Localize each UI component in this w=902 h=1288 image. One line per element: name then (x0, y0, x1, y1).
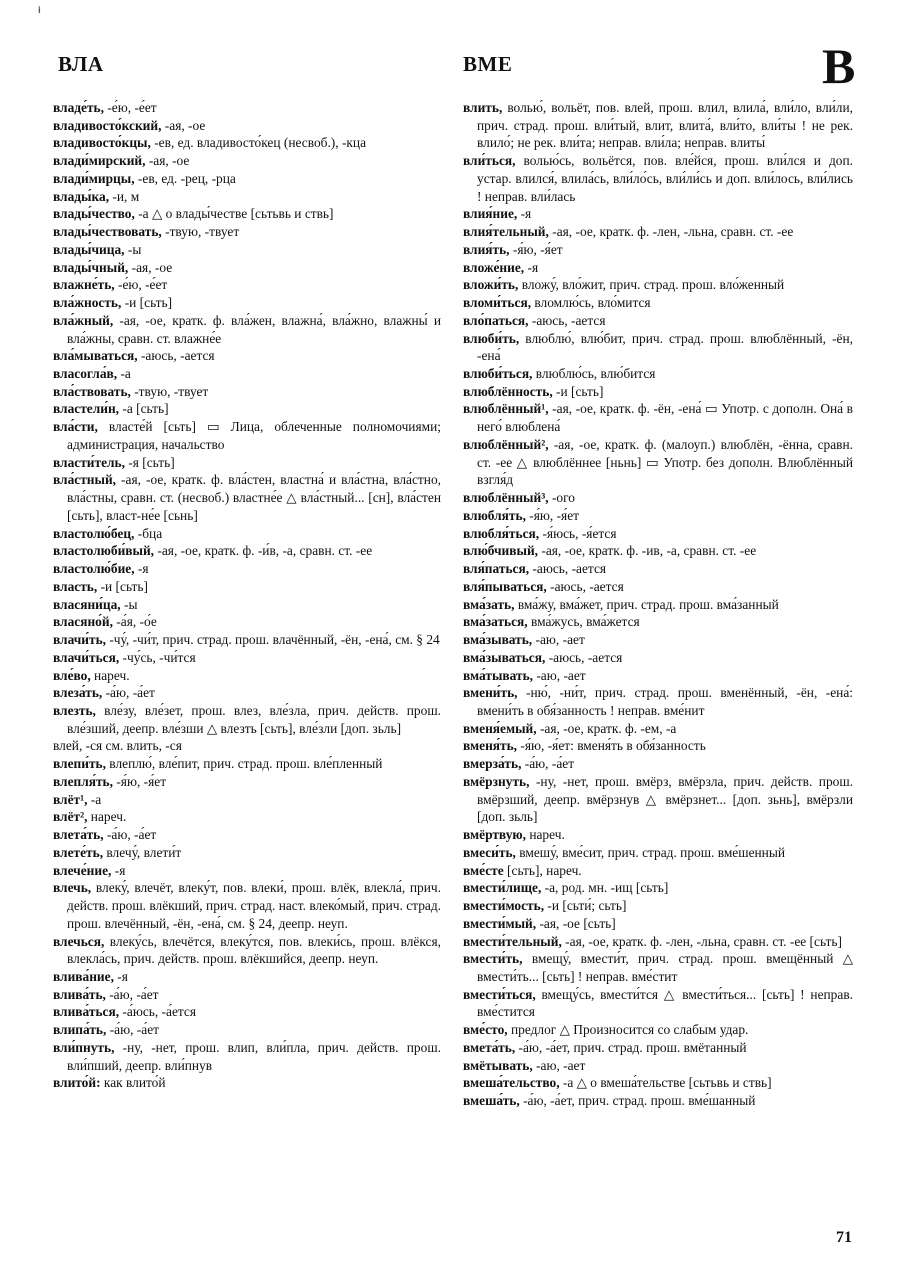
entry-headword: вмести́лище, (463, 880, 542, 896)
entry-body: вломлю́сь, вло́мится (531, 295, 651, 311)
entry-body: -я (134, 561, 149, 577)
entry-body: -я [сьть] (124, 454, 175, 470)
entry-body: нареч. (87, 809, 127, 825)
dictionary-entry (53, 755, 441, 773)
entry-body: -ая, -ое (161, 117, 206, 133)
entry-headword: власяни́ца, (53, 596, 121, 612)
entry-body: -а́ю, -а́ет (103, 827, 157, 843)
dictionary-entry (53, 365, 441, 383)
entry-body: -ого (548, 490, 575, 506)
dictionary-entry (53, 294, 441, 312)
entry-headword: влюбля́ться, (463, 525, 540, 541)
entry-headword: вмеша́тельство, (463, 1075, 560, 1091)
entry-headword: вли́пнуть, (53, 1039, 115, 1055)
dictionary-entry (53, 312, 441, 347)
entry-headword: вме́сто, (463, 1022, 508, 1038)
dictionary-entry (53, 454, 441, 472)
entry-headword: влади́мирцы, (53, 170, 135, 186)
entry-body: -ая, -ое, кратк. ф. -ив, -а, сравн. ст. -ее (538, 543, 757, 559)
entry-headword: влёт¹, (53, 791, 88, 807)
entry-headword: влива́ть, (53, 986, 106, 1002)
dictionary-entry (53, 631, 441, 649)
entry-body: вмещу́, вмести́т, прич. страд. прош. вмещённый △ вмести́ть... [сьть] ! неправ. вме́стит (477, 951, 853, 984)
entry-headword: влады́чный, (53, 259, 129, 275)
dictionary-entry (463, 844, 853, 862)
entry-body: -ы (124, 241, 142, 257)
entry-body: -я (517, 206, 532, 222)
dictionary-entry (463, 294, 853, 312)
dictionary-entry (463, 330, 853, 365)
dictionary-entry (463, 489, 853, 507)
dictionary-entry (463, 950, 853, 985)
entry-body: -я́ю, -я́ет (509, 241, 563, 257)
entry-body: -аюсь, -ается (528, 312, 606, 328)
entry-headword: влия́ть, (463, 241, 510, 257)
dictionary-entry (53, 188, 441, 206)
entry-body: -а́ю, -а́ет (105, 986, 159, 1002)
entry-body: -ев, ед. -рец, -рца (134, 170, 236, 186)
entry-headword: вма́зывать, (463, 632, 533, 648)
dictionary-entry (53, 986, 441, 1004)
entry-headword: вма́тывать, (463, 667, 533, 683)
dictionary-entry (463, 596, 853, 614)
entry-body: -а (87, 791, 102, 807)
dictionary-entry (463, 507, 853, 525)
entry-headword: влёт², (53, 809, 88, 825)
dictionary-entry (53, 170, 441, 188)
dictionary-entry (53, 862, 441, 880)
entry-body: -аюсь, -ается (137, 348, 215, 364)
entry-headword: влеза́ть, (53, 685, 103, 701)
dictionary-entry (463, 915, 853, 933)
dictionary-entry (463, 986, 853, 1021)
dictionary-entry (53, 117, 441, 135)
entry-body: -чу́, -чи́т, прич. страд. прош. влачённый, -ён, -ена́, см. § 24 (106, 632, 440, 648)
dictionary-entry (463, 631, 853, 649)
dictionary-entry (463, 205, 853, 223)
dictionary-entry (53, 1021, 441, 1039)
dictionary-entry (53, 560, 441, 578)
dictionary-entry (463, 879, 853, 897)
entry-body: -а △ о влады́честве [сьтьвь и ствь] (134, 206, 334, 222)
entry-body: -ая, -ое [сьть] (536, 915, 616, 931)
dictionary-entry (463, 99, 853, 152)
entry-headword: вли́ться, (463, 153, 516, 169)
entry-body: -и [сьть] (552, 383, 604, 399)
dictionary-entry (53, 773, 441, 791)
entry-headword: влады́чество, (53, 206, 135, 222)
entry-headword: влюблённый¹, (463, 401, 549, 417)
entry-headword: властолюби́вый, (53, 543, 155, 559)
dictionary-entry (53, 525, 441, 543)
entry-headword: вмета́ть, (463, 1039, 516, 1055)
entry-body: -бца (134, 525, 163, 541)
dictionary-entry (53, 844, 441, 862)
dictionary-entry (463, 667, 853, 685)
entry-body: влеплю́, вле́пит, прич. страд. прош. вле́пленный (105, 756, 383, 772)
entry-headword: влечь, (53, 880, 92, 896)
entry-body: -я́юсь, -я́ется (539, 525, 617, 541)
dictionary-entry (463, 1092, 853, 1110)
entry-headword: вла́мываться, (53, 348, 138, 364)
entry-body: -ну, -нет, прош. вмёрз, вмёрзла, прич. действ. прош. вмёрзший, деепр. вмёрзнув △ вмёрзнет... [доп. зьнь], вмёрзли [доп. зьль] (477, 773, 853, 825)
running-head-right: ВМЕ (463, 52, 513, 76)
dictionary-entry (463, 684, 853, 719)
right-column (463, 99, 853, 1110)
entry-headword: влади́мирский, (53, 153, 146, 169)
dictionary-entry (53, 276, 441, 294)
entry-headword: вмеша́ть, (463, 1093, 520, 1109)
entry-headword: владивосто́кцы, (53, 135, 151, 151)
entry-headword: влечься, (53, 933, 105, 949)
entry-headword: власяно́й, (53, 614, 113, 630)
dictionary-entry (53, 702, 441, 737)
corner-mark: ⱡ (38, 5, 41, 15)
entry-body: -ы (120, 596, 138, 612)
dictionary-entry (53, 649, 441, 667)
entry-body: -ев, ед. владивосто́кец (несвоб.), -кца (150, 135, 367, 151)
entry-body: -ая, -ое, кратк. ф. вла́жен, влажна́, вла́жно, влажны́ и вла́жны, сравн. ст. влажне́е (67, 312, 441, 346)
entry-headword: влады́чица, (53, 241, 125, 257)
entry-headword: влепи́ть, (53, 756, 106, 772)
entry-body: волью́сь, вольётся, пов. вле́йся, прош. вли́лся и доп. устар. влился́, влила́сь, вли́ло́сь, вли́ли́сь и доп. вли́лось, вли́лись ! неправ. вли́лась (477, 153, 853, 204)
entry-body: нареч. (525, 827, 565, 843)
entry-headword: вме́сте (463, 862, 504, 878)
entry-body: влеку́, влечёт, влеку́т, пов. влеки́, прош. влёк, влекла́, прич. действ. прош. влёкший, прич. страд. наст. влеко́мый, прич. страд. прош. влечённый, -ён, -ена́, см. § 24, деепр. неуп. (67, 880, 441, 931)
entry-body: вмещу́сь, вмести́тся △ вмести́ться... [сьть] ! неправ. вме́стится (477, 986, 853, 1020)
entry-body: вма́жу, вма́жет, прич. страд. прош. вма́занный (514, 596, 779, 612)
entry-body: -твую, -твует (130, 383, 209, 399)
entry-body: -я (113, 968, 128, 984)
dictionary-entry (463, 365, 853, 383)
entry-headword: влепля́ть, (53, 773, 113, 789)
entry-headword: вмерза́ть, (463, 756, 522, 772)
dictionary-entry (463, 1021, 853, 1039)
entry-headword: властолю́бие, (53, 561, 135, 577)
dictionary-entry (463, 276, 853, 294)
dictionary-entry (463, 578, 853, 596)
entry-body: -а (117, 366, 131, 382)
dictionary-entry (463, 152, 853, 205)
dictionary-entry (53, 259, 441, 277)
entry-headword: вмёрзнуть, (463, 773, 530, 789)
entry-headword: влюблённый³, (463, 490, 549, 506)
dictionary-entry (53, 471, 441, 524)
dictionary-entry (53, 933, 441, 968)
entry-body: -ая, -ое, кратк. ф. -ем, -а (536, 720, 677, 736)
entry-body: -а́ю, -а́ет, прич. страд. прош. вме́шанный (519, 1093, 756, 1109)
entry-body: -ая, -ое, кратк. ф. -ён, -ена́ ▭ Употр. с дополн. Она́ в него́ влюблена́ (477, 401, 853, 435)
entry-body: -аю, -ает (532, 1057, 586, 1073)
entry-headword: влюблённость, (463, 383, 553, 399)
entry-headword: вла́жность, (53, 295, 122, 311)
entry-headword: вложе́ние, (463, 259, 525, 275)
entry-body: влей, -ся см. влить, -ся (53, 738, 182, 754)
entry-body: -а́юсь, -а́ется (119, 1004, 197, 1020)
dictionary-entry (463, 560, 853, 578)
entry-body: -аюсь, -ается (529, 561, 607, 577)
entry-body: предлог △ Произносится со слабым удар. (507, 1022, 749, 1038)
dictionary-entry (53, 1039, 441, 1074)
entry-headword: влачи́ться, (53, 649, 120, 665)
entry-headword: вмести́мость, (463, 898, 545, 914)
entry-headword: влажне́ть, (53, 277, 115, 293)
dictionary-entry (53, 826, 441, 844)
dictionary-entry (53, 791, 441, 809)
entry-headword: власть, (53, 578, 98, 594)
entry-body: -я́ю, -я́ет: вменя́ть в обя́занность (517, 738, 706, 754)
entry-headword: вля́паться, (463, 561, 530, 577)
entry-headword: вложи́ть, (463, 277, 519, 293)
dictionary-entry (53, 1003, 441, 1021)
entry-headword: влить, (463, 100, 503, 115)
entry-headword: влады́ка, (53, 188, 110, 204)
dictionary-entry (463, 613, 853, 631)
dictionary-entry (463, 826, 853, 844)
dictionary-entry (463, 542, 853, 560)
entry-headword: вла́сти, (53, 419, 98, 435)
dictionary-entry (463, 773, 853, 826)
entry-body: -а [сьть] (119, 401, 169, 417)
entry-headword: вла́стный, (53, 472, 117, 488)
entry-body: -а △ о вмеша́тельстве [сьтьвь и ствь] (559, 1075, 772, 1091)
entry-headword: вмести́тельный, (463, 933, 562, 949)
entry-headword: влюблённый², (463, 436, 549, 452)
entry-body: -е́ю, -е́ет (114, 277, 168, 293)
dictionary-entry (53, 578, 441, 596)
dictionary-entry (53, 205, 441, 223)
entry-body: -ню́, -ни́т, прич. страд. прош. вменённый, -ён, -ена́: вмени́ть в обя́занность ! неправ. вме́нит (477, 685, 853, 718)
entry-headword: влады́чествовать, (53, 224, 162, 240)
dictionary-entry (53, 1074, 441, 1092)
entry-body: -ну, -нет, прош. влип, вли́пла, прич. действ. прош. вли́пший, деепр. вли́пнув (67, 1039, 441, 1073)
entry-body: -ая, -ое (145, 153, 190, 169)
dictionary-entry (53, 400, 441, 418)
entry-headword: вле́во, (53, 667, 91, 683)
entry-body: -аюсь, -ается (545, 649, 623, 665)
dictionary-entry (53, 808, 441, 826)
dictionary-entry (53, 667, 441, 685)
entry-body: влечу́, влети́т (103, 844, 182, 860)
entry-body: -и [сьти́; сьть] (544, 898, 627, 914)
entry-body: как влито́й (100, 1075, 166, 1091)
dictionary-entry (463, 1074, 853, 1092)
entry-body: -я́ю, -я́ет (113, 773, 167, 789)
entry-headword: влито́й: (53, 1075, 101, 1091)
entry-body: -ая, -ое, кратк. ф. -лен, -льна, сравн. ст. -ее [сьть] (561, 933, 842, 949)
entry-headword: вло́паться, (463, 312, 529, 328)
entry-body: -аю, -ает (533, 667, 586, 683)
entry-body: -ая, -ое, кратк. ф. вла́стен, властна́ и вла́стна, вла́стно, вла́стны, сравн. ст. (несвоб.) властне́е △ вла́стный... [сн], вла́стен [сьть], власт-не́е [сьнь] (67, 472, 441, 523)
entry-headword: вломи́ться, (463, 295, 532, 311)
entry-body: -аюсь, -ается (546, 578, 624, 594)
dictionary-entry (463, 720, 853, 738)
entry-headword: вменя́ть, (463, 738, 518, 754)
dictionary-entry (463, 862, 853, 880)
entry-body: влеку́сь, влечётся, влеку́тся, пов. влеки́сь, прош. влёкся, влекла́сь, прич. действ. прош. влёкшийся, деепр. неуп. (67, 933, 441, 967)
dictionary-entry (463, 525, 853, 543)
dictionary-entry (53, 223, 441, 241)
entry-headword: властели́н, (53, 401, 120, 417)
dictionary-entry (463, 241, 853, 259)
entry-headword: влива́ться, (53, 1004, 120, 1020)
entry-body: -я (524, 259, 539, 275)
entry-headword: власти́тель, (53, 454, 125, 470)
entry-headword: вла́жный, (53, 312, 114, 328)
dictionary-entry (53, 241, 441, 259)
entry-body: -я́ю, -я́ет (525, 507, 580, 523)
entry-headword: влете́ть, (53, 844, 104, 860)
entry-headword: вма́зать, (463, 596, 515, 612)
entry-headword: влюбля́ть, (463, 507, 526, 523)
entry-headword: влива́ние, (53, 968, 114, 984)
dictionary-entry (53, 152, 441, 170)
entry-headword: влю́бчивый, (463, 543, 539, 559)
dictionary-entry (463, 400, 853, 435)
entry-body: вмешу́, вме́сит, прич. страд. прош. вме́шенный (515, 844, 786, 860)
dictionary-entry (53, 542, 441, 560)
entry-headword: владе́ть, (53, 100, 104, 115)
dictionary-entry (463, 737, 853, 755)
entry-headword: вля́пываться, (463, 578, 547, 594)
dictionary-entry (53, 383, 441, 401)
entry-headword: влече́ние, (53, 862, 112, 878)
dictionary-entry (53, 879, 441, 932)
entry-headword: влета́ть, (53, 827, 104, 843)
entry-headword: влюби́ться, (463, 366, 533, 382)
dictionary-entry (53, 134, 441, 152)
entry-headword: влезть, (53, 702, 96, 718)
entry-body: -аю, -ает (532, 632, 585, 648)
entry-body: -твую, -твует (161, 224, 240, 240)
entry-headword: владивосто́кский, (53, 117, 162, 133)
page-number: 71 (836, 1229, 852, 1246)
entry-headword: вма́зываться, (463, 649, 546, 665)
dictionary-entry (463, 755, 853, 773)
entry-body: вле́зу, вле́зет, прош. влез, вле́зла, прич. действ. прош. вле́зший, деепр. вле́зши △ влезть [сьть], вле́зли [доп. зьль] (67, 702, 441, 736)
entry-body: -ая, -ое, кратк. ф. -и́в, -а, сравн. ст. -ее (154, 543, 373, 559)
entry-headword: власогла́в, (53, 366, 118, 382)
entry-headword: вменя́емый, (463, 720, 537, 736)
entry-body: вложу́, вло́жит, прич. страд. прош. вло́женный (518, 277, 785, 293)
dictionary-entry (463, 897, 853, 915)
entry-body: -а́ю, -а́ет (102, 685, 155, 701)
left-column (53, 99, 441, 1092)
dictionary-entry (53, 418, 441, 453)
entry-headword: вмести́ться, (463, 986, 536, 1002)
entry-headword: влия́тельный, (463, 224, 549, 240)
dictionary-entry (463, 223, 853, 241)
entry-body: власте́й [сьть] ▭ Лица, облеченные полномочиями; администрация, начальство (67, 419, 441, 452)
entry-headword: влия́ние, (463, 206, 518, 222)
dictionary-entry (53, 99, 441, 117)
entry-headword: вмёртвую, (463, 827, 526, 843)
entry-body: [сьть], нареч. (503, 862, 582, 878)
section-letter: В (822, 38, 856, 94)
dictionary-entry (53, 347, 441, 365)
entry-body: -а́ю, -а́ет (106, 1022, 160, 1038)
entry-body: -а́я, -о́е (112, 614, 157, 630)
entry-body: влюблю́сь, влю́бится (532, 366, 656, 382)
dictionary-entry (53, 684, 441, 702)
dictionary-entry (53, 968, 441, 986)
entry-body: -ая, -ое, кратк. ф. -лен, -льна, сравн. ст. -ее (548, 224, 794, 240)
entry-body: вма́жусь, вма́жется (527, 614, 640, 630)
entry-body: нареч. (90, 667, 130, 683)
dictionary-entry (463, 1057, 853, 1075)
entry-body: -ая, -ое, кратк. ф. (малоуп.) влюблён, -ённа, сравн. ст. -ее △ влюблённее [ньнь] ▭ Употр. без дополн. Влюблённый взгля́д (477, 436, 853, 488)
dictionary-entry (53, 613, 441, 631)
entry-body: -е́ю, -е́ет (104, 100, 157, 115)
entry-headword: вмести́ть, (463, 951, 523, 967)
entry-body: волью́, вольёт, пов. влей, прош. влил, влила́, вли́ло, вли́ли, прич. страд. прош. вли́тый, влит, влита́, вли́то, вли́ты ! не рек. влило́; не рек. вли́та; неправ. вли́ла; неправ. влиты́ (477, 100, 853, 151)
entry-body: -а, род. мн. -ищ [сьть] (541, 880, 669, 896)
entry-headword: влипа́ть, (53, 1022, 107, 1038)
entry-body: -а́ю, -а́ет (521, 756, 575, 772)
running-head-left: ВЛА (58, 52, 104, 76)
dictionary-entry (463, 259, 853, 277)
entry-body: -я (111, 862, 126, 878)
entry-body: -ая, -ое (128, 259, 173, 275)
dictionary-entry (463, 1039, 853, 1057)
entry-headword: вмести́мый, (463, 915, 537, 931)
entry-body: влюблю́, влю́бит, прич. страд. прош. влюблённый, -ён, -ена́ (477, 330, 853, 364)
entry-body: -и [сьть] (121, 295, 173, 311)
entry-headword: вмётывать, (463, 1057, 533, 1073)
entry-body: -и [сьть] (97, 578, 148, 594)
dictionary-entry (53, 596, 441, 614)
entry-headword: влачи́ть, (53, 632, 106, 648)
dictionary-entry (463, 436, 853, 489)
entry-headword: властолю́бец, (53, 525, 135, 541)
dictionary-entry (53, 737, 441, 755)
entry-headword: вла́ствовать, (53, 383, 131, 399)
entry-headword: вма́заться, (463, 614, 528, 630)
entry-body: -и, м (109, 188, 140, 204)
dictionary-entry (463, 933, 853, 951)
entry-headword: влюби́ть, (463, 330, 520, 346)
entry-body: -а́ю, -а́ет, прич. страд. прош. вмётанный (515, 1039, 747, 1055)
entry-headword: вмеси́ть, (463, 844, 516, 860)
entry-body: -чу́сь, -чи́тся (119, 649, 196, 665)
entry-headword: вмени́ть, (463, 685, 518, 701)
dictionary-entry (463, 312, 853, 330)
dictionary-entry (463, 383, 853, 401)
dictionary-entry (463, 649, 853, 667)
